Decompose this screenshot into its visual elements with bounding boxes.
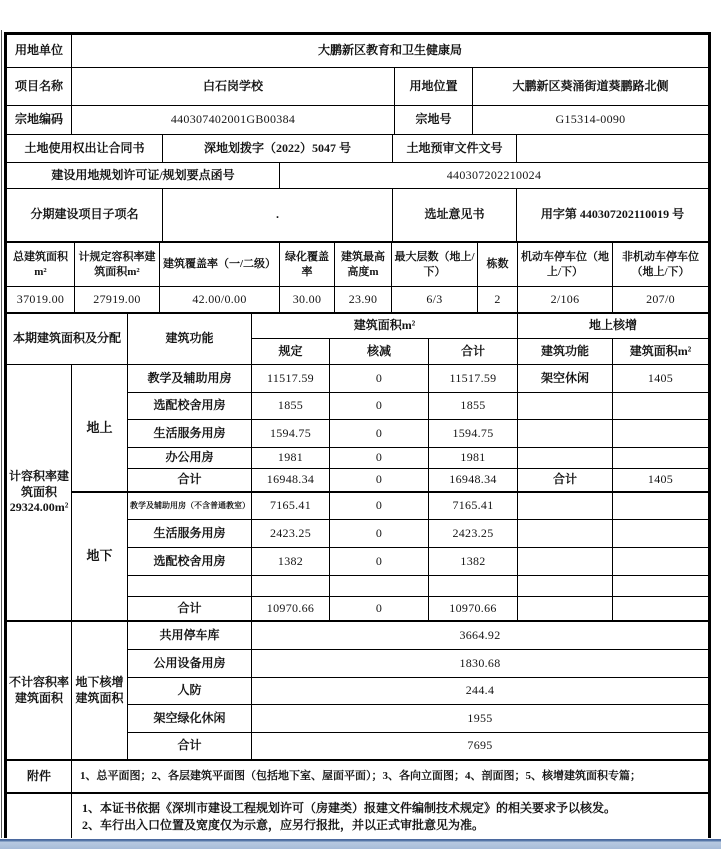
non-far-row bbox=[128, 678, 708, 705]
indicator-header-cell: 绿化覆盖率 bbox=[280, 243, 335, 286]
function-cell: 教学及辅助用房 bbox=[128, 365, 252, 392]
non-far-section bbox=[7, 622, 708, 761]
bonus-function-cell bbox=[518, 576, 613, 596]
building-function-header: 建筑功能 bbox=[128, 314, 252, 364]
bonus-function-cell bbox=[518, 448, 613, 468]
allocation-group-row bbox=[252, 314, 708, 339]
indicator-value-cell: 37019.00 bbox=[7, 287, 75, 312]
value-cell: 1981 bbox=[429, 448, 518, 468]
parcel-code-label: 宗地编码 bbox=[7, 106, 72, 134]
non-far-label: 不计容积率建筑面积 bbox=[7, 622, 72, 759]
function-cell: 合计 bbox=[128, 733, 252, 759]
function-cell: 共用停车库 bbox=[128, 622, 252, 649]
allocation-row bbox=[128, 448, 708, 469]
subheader-cell: 核减 bbox=[330, 339, 429, 364]
function-cell: 公用设备用房 bbox=[128, 650, 252, 677]
bonus-function-cell bbox=[518, 548, 613, 575]
site-opinion-label: 选址意见书 bbox=[393, 189, 517, 241]
note-line: 1、本证书依据《深圳市建设工程规划许可（房建类）报建文件编制技术规定》的相关要求予以核发。 bbox=[82, 801, 617, 815]
non-far-row bbox=[128, 650, 708, 678]
function-cell bbox=[128, 576, 252, 596]
indicator-header-cell: 栋数 bbox=[478, 243, 518, 286]
bonus-area-cell bbox=[613, 448, 708, 468]
value-cell: 0 bbox=[330, 469, 429, 491]
bonus-area-cell bbox=[613, 597, 708, 620]
value-cell: 0 bbox=[330, 448, 429, 468]
value-cell: 10970.66 bbox=[252, 597, 330, 620]
indicator-value-cell: 2/106 bbox=[518, 287, 613, 312]
land-user-value: 大鹏新区教育和卫生健康局 bbox=[317, 43, 462, 58]
non-far-subtotal-row bbox=[128, 733, 708, 759]
notes-row bbox=[7, 794, 708, 838]
land-contract-label: 土地使用权出让合同书 bbox=[7, 135, 163, 162]
table-row bbox=[7, 68, 708, 106]
value-cell: 1830.68 bbox=[459, 655, 501, 670]
allocation-section-label: 本期建筑面积及分配 bbox=[7, 314, 128, 364]
sub-project-value: . bbox=[163, 189, 393, 241]
value-cell: 0 bbox=[330, 493, 429, 519]
above-ground-label: 地上 bbox=[72, 365, 127, 493]
underground-bonus-label: 地下核增建筑面积 bbox=[72, 622, 128, 759]
bonus-function-cell bbox=[518, 520, 613, 547]
bonus-area-cell: 1405 bbox=[647, 472, 674, 487]
value-cell: 0 bbox=[330, 548, 429, 575]
area-group-header: 建筑面积m² bbox=[252, 314, 518, 338]
subheader-cell: 规定 bbox=[252, 339, 330, 364]
function-cell: 办公用房 bbox=[128, 448, 252, 468]
value-cell: 244.4 bbox=[465, 683, 495, 698]
bonus-function-cell bbox=[518, 420, 613, 447]
land-contract-value: 深地划拨字（2022）5047 号 bbox=[163, 135, 393, 162]
indicator-header-cell: 计规定容积率建筑面积m² bbox=[75, 243, 160, 286]
bonus-area-cell: 1405 bbox=[647, 370, 674, 385]
function-cell: 架空绿化休闲 bbox=[128, 705, 252, 732]
land-location-label: 用地位置 bbox=[395, 68, 473, 105]
indicator-header-cell: 非机动车停车位（地上/下） bbox=[622, 251, 699, 278]
allocation-row bbox=[128, 520, 708, 548]
window-edge-bar bbox=[0, 838, 721, 849]
allocation-subtotal-row bbox=[128, 469, 708, 493]
bonus-area-cell bbox=[613, 393, 708, 419]
planning-permit-table bbox=[4, 32, 711, 838]
allocation-subheader-row bbox=[252, 339, 708, 364]
subheader-cell: 合计 bbox=[429, 339, 518, 364]
table-row bbox=[7, 106, 708, 135]
indicator-value-cell: 207/0 bbox=[646, 291, 675, 306]
allocation-row bbox=[128, 393, 708, 420]
table-row bbox=[7, 35, 708, 68]
value-cell bbox=[252, 576, 330, 596]
note-line: 2、车行出入口位置及宽度仅为示意，应另行报批，并以正式审批意见为准。 bbox=[82, 818, 485, 832]
value-cell: 1855 bbox=[252, 393, 330, 419]
bonus-area-cell bbox=[613, 420, 708, 447]
allocation-row bbox=[128, 365, 708, 393]
indicators-value-row bbox=[7, 287, 708, 314]
value-cell: 3664.92 bbox=[459, 627, 501, 642]
table-row bbox=[7, 135, 708, 163]
attachments-row bbox=[7, 761, 708, 794]
indicator-header-cell: 总建筑面积m² bbox=[7, 243, 75, 286]
land-user-label: 用地单位 bbox=[7, 35, 72, 67]
project-name-value: 白石岗学校 bbox=[72, 68, 395, 105]
parcel-no-label: 宗地号 bbox=[395, 106, 473, 134]
parcel-no-value: G15314-0090 bbox=[555, 112, 626, 127]
pre-review-doc-label: 土地预审文件文号 bbox=[393, 135, 517, 162]
value-cell: 1382 bbox=[252, 548, 330, 575]
bonus-area-cell bbox=[613, 576, 708, 596]
value-cell: 1955 bbox=[467, 710, 493, 725]
function-cell: 生活服务用房 bbox=[128, 520, 252, 547]
allocation-header-row bbox=[7, 314, 708, 365]
level-column bbox=[72, 365, 128, 620]
function-cell: 合计 bbox=[128, 469, 252, 491]
attachments-text: 1、总平面图；2、各层建筑平面图（包括地下室、屋面平面）；3、各向立面图；4、剖面图；5、核增建筑面积专篇； bbox=[80, 770, 641, 783]
value-cell: 11517.59 bbox=[252, 365, 330, 392]
function-cell: 人防 bbox=[128, 678, 252, 704]
allocation-rows bbox=[128, 365, 708, 620]
permit-no-label: 建设用地规划许可证/规划要点函号 bbox=[7, 163, 280, 188]
value-cell bbox=[429, 576, 518, 596]
non-far-rows bbox=[128, 622, 708, 759]
indicator-value-cell: 27919.00 bbox=[75, 287, 160, 312]
non-far-row bbox=[128, 705, 708, 733]
allocation-row bbox=[128, 548, 708, 576]
value-cell: 0 bbox=[330, 420, 429, 447]
allocation-row bbox=[128, 576, 708, 597]
value-cell: 1382 bbox=[429, 548, 518, 575]
land-location-value: 大鹏新区葵涌街道葵鹏路北侧 bbox=[512, 78, 669, 93]
bonus-group-header: 地上核增 bbox=[588, 318, 637, 333]
indicator-value-cell: 23.90 bbox=[335, 287, 392, 312]
function-cell: 选配校舍用房 bbox=[128, 548, 252, 575]
bonus-function-cell bbox=[518, 597, 613, 620]
table-row bbox=[7, 163, 708, 189]
value-cell: 11517.59 bbox=[429, 365, 518, 392]
permit-no-value: 440307202210024 bbox=[446, 167, 542, 182]
value-cell: 7695 bbox=[467, 738, 493, 753]
allocation-subtotal-row bbox=[128, 597, 708, 620]
notes-empty-cell bbox=[7, 794, 72, 838]
value-cell: 16948.34 bbox=[252, 469, 330, 491]
indicator-header-cell: 最大层数（地上/下） bbox=[392, 243, 478, 286]
function-cell: 教学及辅助用房（不含普通教室） bbox=[128, 493, 252, 519]
indicator-value-cell: 42.00/0.00 bbox=[160, 287, 280, 312]
sub-project-label: 分期建设项目子项名 bbox=[7, 189, 163, 241]
value-cell: 0 bbox=[330, 365, 429, 392]
bonus-area-cell bbox=[613, 548, 708, 575]
value-cell: 0 bbox=[330, 393, 429, 419]
bonus-area-cell bbox=[613, 520, 708, 547]
value-cell: 1855 bbox=[429, 393, 518, 419]
bonus-area-cell bbox=[613, 493, 708, 519]
value-cell: 1594.75 bbox=[429, 420, 518, 447]
page-edge-line bbox=[1, 30, 2, 838]
allocation-header-right bbox=[252, 314, 708, 364]
subheader-cell: 建筑功能 bbox=[518, 339, 613, 364]
value-cell: 7165.41 bbox=[252, 493, 330, 519]
value-cell: 2423.25 bbox=[252, 520, 330, 547]
allocation-row bbox=[128, 420, 708, 448]
value-cell: 1981 bbox=[252, 448, 330, 468]
value-cell: 0 bbox=[330, 597, 429, 620]
pre-review-doc-value bbox=[517, 135, 708, 162]
value-cell bbox=[330, 576, 429, 596]
site-opinion-value: 用字第 440307202110019 号 bbox=[540, 207, 685, 222]
function-cell: 生活服务用房 bbox=[128, 420, 252, 447]
allocation-body bbox=[7, 365, 708, 622]
far-area-label: 计容积率建筑面积29324.00m² bbox=[7, 365, 72, 620]
parcel-code-value: 440307402001GB00384 bbox=[72, 106, 395, 134]
bonus-function-cell: 合计 bbox=[518, 469, 613, 491]
indicator-value-cell: 2 bbox=[478, 287, 518, 312]
value-cell: 10970.66 bbox=[429, 597, 518, 620]
subheader-cell: 建筑面积m² bbox=[629, 343, 692, 358]
indicators-header-row bbox=[7, 243, 708, 287]
indicator-value-cell: 6/3 bbox=[392, 287, 478, 312]
indicator-value-cell: 30.00 bbox=[280, 287, 335, 312]
table-row bbox=[7, 189, 708, 243]
bonus-function-cell: 架空休闲 bbox=[518, 365, 613, 392]
below-ground-label: 地下 bbox=[86, 548, 113, 564]
indicator-header-cell: 机动车停车位（地上/下） bbox=[518, 243, 613, 286]
value-cell: 1594.75 bbox=[252, 420, 330, 447]
allocation-row bbox=[128, 493, 708, 520]
bonus-function-cell bbox=[518, 393, 613, 419]
notes-text bbox=[72, 794, 708, 838]
value-cell: 7165.41 bbox=[429, 493, 518, 519]
value-cell: 16948.34 bbox=[429, 469, 518, 491]
project-name-label: 项目名称 bbox=[7, 68, 72, 105]
non-far-row bbox=[128, 622, 708, 650]
bonus-function-cell bbox=[518, 493, 613, 519]
value-cell: 0 bbox=[330, 520, 429, 547]
function-cell: 选配校舍用房 bbox=[128, 393, 252, 419]
value-cell: 2423.25 bbox=[429, 520, 518, 547]
attachments-label: 附件 bbox=[7, 761, 72, 792]
indicator-header-cell: 建筑覆盖率（一/二级） bbox=[160, 243, 280, 286]
function-cell: 合计 bbox=[128, 597, 252, 620]
indicator-header-cell: 建筑最高高度m bbox=[335, 243, 392, 286]
